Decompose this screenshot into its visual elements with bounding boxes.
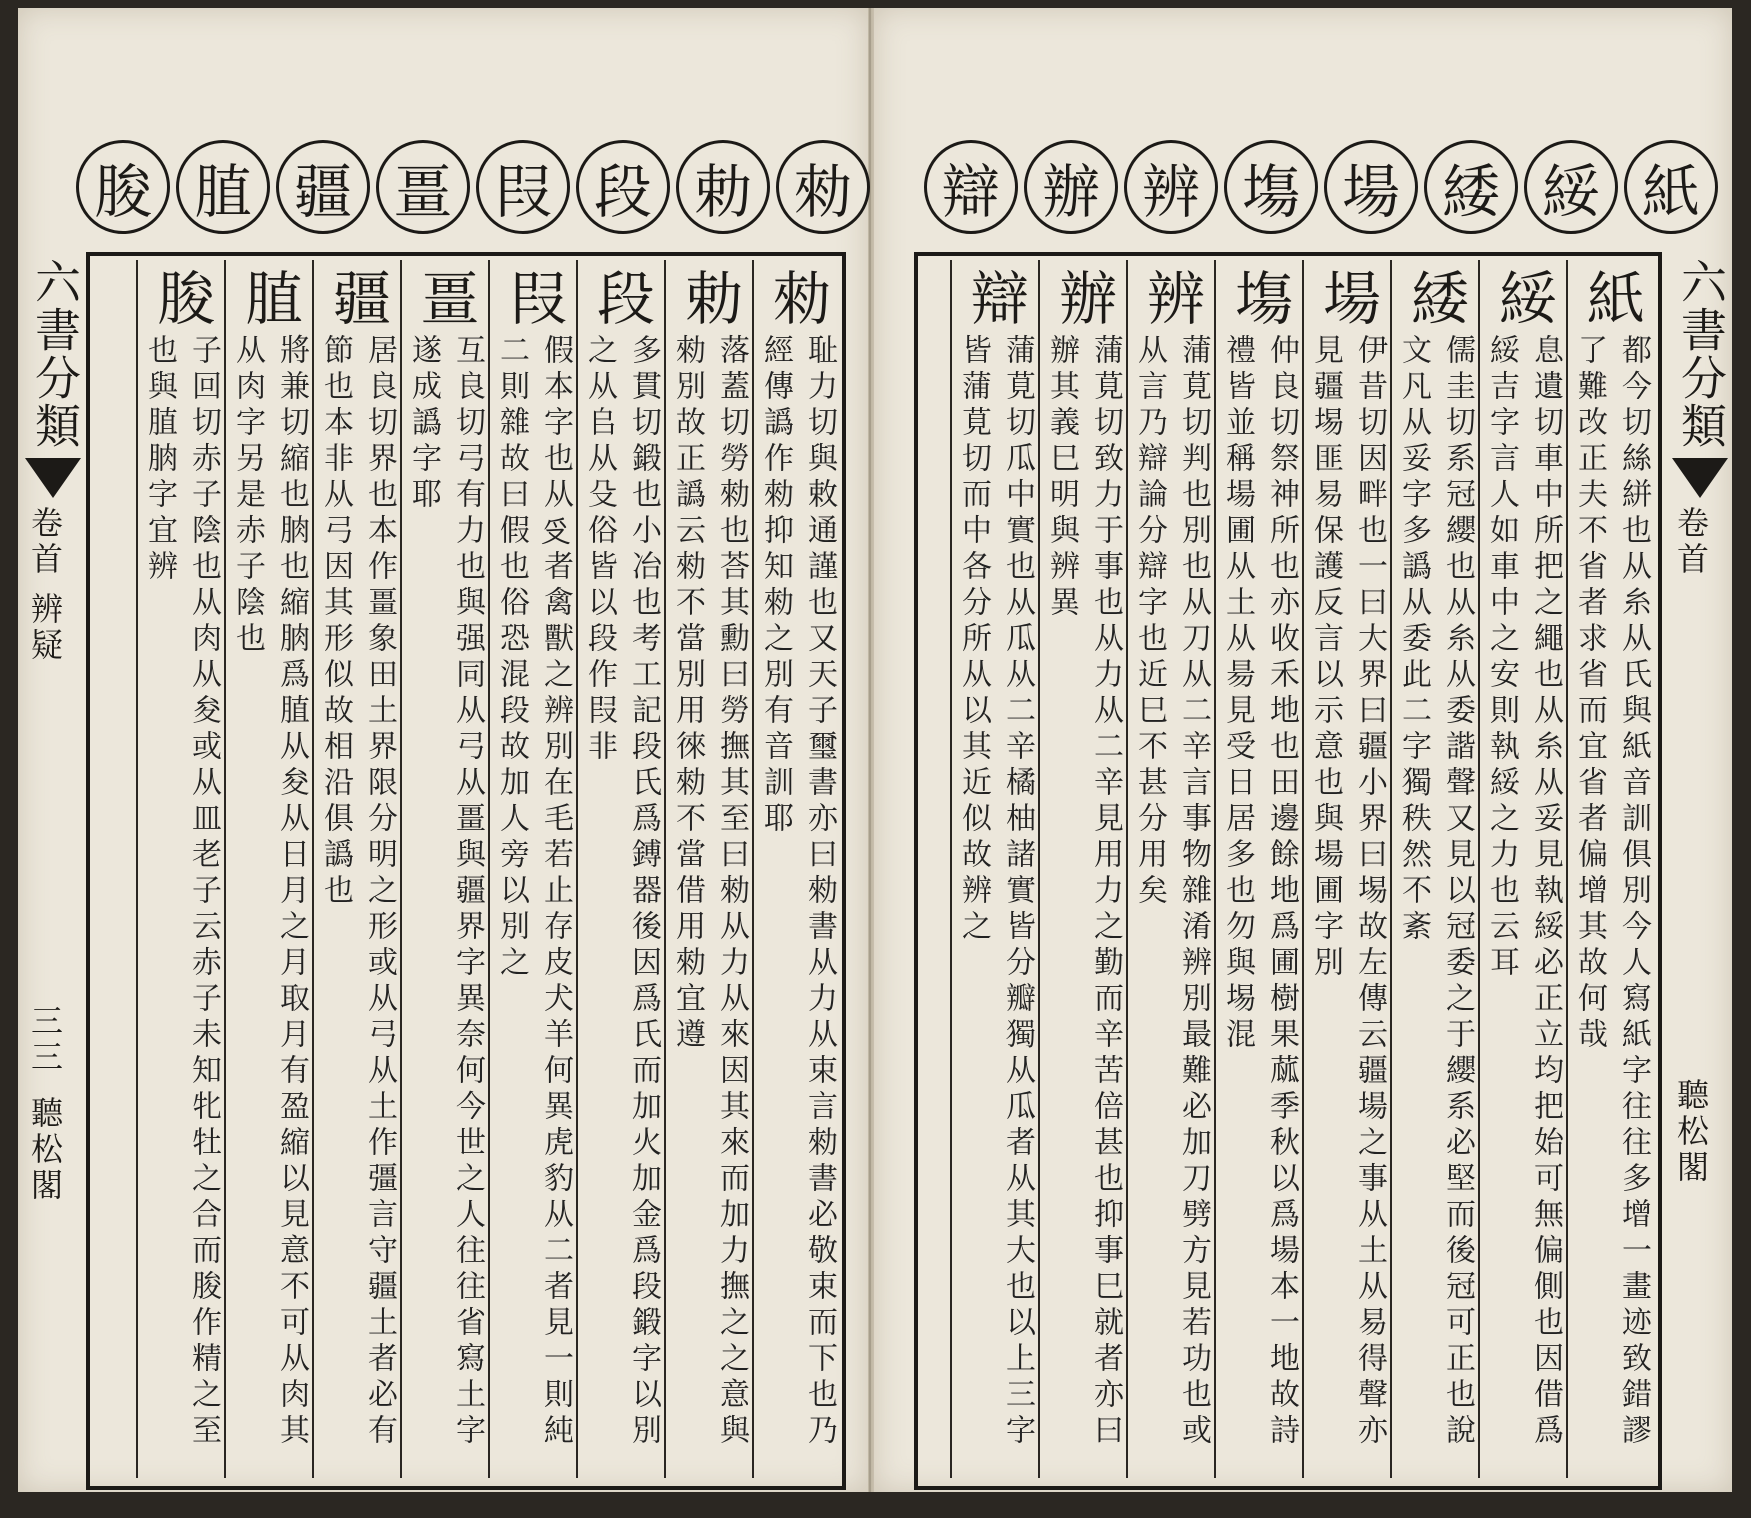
- entry-column: [224, 260, 312, 1478]
- left-page-margin: [22, 258, 84, 1518]
- heading-circle: 畺: [376, 140, 470, 234]
- entry-head: 勑: [763, 268, 831, 326]
- section-label: 辨疑: [26, 592, 64, 664]
- right-page-margin: [1668, 258, 1732, 1518]
- heading-circle: 勅: [676, 140, 770, 234]
- entry-text: 蒲莧切致力于事也从力从二辛見用力之勤而辛苦倍甚也抑事巳就者亦曰辦其義巳明與辨異: [1044, 334, 1123, 1450]
- entry-head: 辨: [1137, 268, 1205, 326]
- entry-text: 居良切界也本作畺象田土界限分明之形或从弓从土作彊言守疆土者必有節也本非从弓因其形似故相沿俱譌也: [318, 334, 397, 1450]
- left-page: [18, 8, 868, 1492]
- fishtail-mark: [25, 458, 81, 498]
- heading-circle: 疆: [276, 140, 370, 234]
- right-page: [874, 8, 1732, 1492]
- volume-label: 卷首: [26, 506, 64, 578]
- heading-circle: 綏: [1524, 140, 1618, 234]
- publisher-label: 聽松閣: [1672, 1078, 1710, 1186]
- entry-head: 辦: [1049, 268, 1117, 326]
- entry-column: [1566, 260, 1654, 1478]
- book-title: 六書分類: [28, 258, 82, 450]
- volume-label: 卷首: [1672, 506, 1710, 578]
- entry-column: [664, 260, 752, 1478]
- entry-column: [136, 260, 224, 1478]
- entry-column: [1038, 260, 1126, 1478]
- entry-text: 落蓋切勞勑也荅其勳曰勞撫其至曰勑从力从來因其來而加力撫之之意與勑別故正譌云勑不當別用徠勑不當借用勑宜遵: [670, 334, 749, 1450]
- right-heading-row: [924, 140, 1718, 234]
- entry-text: 仲良切祭神所也亦收禾地也田邊餘地爲圃樹果蓏季秋以爲場本一地故詩禮皆並稱場圃从土从昜見受日居多也勿與埸混: [1220, 334, 1299, 1450]
- entry-head: 緌: [1401, 268, 1469, 326]
- entry-column: [312, 260, 400, 1478]
- heading-circle: 䐈: [176, 140, 270, 234]
- heading-circle: 朘: [76, 140, 170, 234]
- heading-circle: 緌: [1424, 140, 1518, 234]
- entry-text: 都今切絲絣也从糸从氏與紙音訓俱別今人寫紙字往往多增一畫迹致錯謬了難改正夫不省者求省而宜省者偏增其故何哉: [1572, 334, 1651, 1450]
- entry-head: 場: [1313, 268, 1381, 326]
- entry-head: 塲: [1225, 268, 1293, 326]
- book-title: 六書分類: [1674, 258, 1728, 450]
- left-text-frame: [86, 252, 846, 1490]
- entry-column: [1214, 260, 1302, 1478]
- entry-text: 伊昔切因畔也一曰大界曰疆小界曰埸故左傳云疆場之事从土从易得聲亦見疆埸匪易保護反言以示意也與場圃字別: [1308, 334, 1387, 1450]
- heading-circle: 場: [1324, 140, 1418, 234]
- entry-head: 勅: [675, 268, 743, 326]
- heading-circle: 塲: [1224, 140, 1318, 234]
- entry-column: [1302, 260, 1390, 1478]
- right-columns: [924, 260, 1654, 1478]
- heading-circle: 辨: [1124, 140, 1218, 234]
- entry-text: 儒圭切系冠纓也从糸从委諧聲又見以冠委之于纓系必堅而後冠可正也說文凡从妥字多譌从委此二字獨秩然不紊: [1396, 334, 1475, 1450]
- entry-head: 綏: [1489, 268, 1557, 326]
- heading-circle: 勑: [776, 140, 870, 234]
- entry-column: [1126, 260, 1214, 1478]
- heading-circle: 叚: [476, 140, 570, 234]
- entry-text: 息遺切車中所把之繩也从糸从妥見執綏必正立均把始可無偏側也因借爲綏吉字言人如車中之安則執綏之力也云耳: [1484, 334, 1563, 1450]
- page-number: 三三: [26, 1004, 64, 1076]
- entry-column: [950, 260, 1038, 1478]
- left-columns: [100, 260, 840, 1478]
- entry-column: [1478, 260, 1566, 1478]
- entry-column: [400, 260, 488, 1478]
- publisher-label: 聽松閣: [26, 1096, 64, 1204]
- entry-head: 朘: [147, 268, 215, 326]
- entry-text: 將兼切縮也朒也縮朒爲䐈从夋从日月之月取月有盈縮以見意不可从肉其从肉字另是赤子陰也: [230, 334, 309, 1450]
- entry-text: 多貫切鍛也小冶也考工記段氏爲鎛器後因爲氏而加火加金爲段鍛字以別之从𠂤从殳俗皆以段作叚非: [582, 334, 661, 1450]
- entry-text: 子回切赤子陰也从肉从夋或从皿老子云赤子未知牝牡之合而朘作精之至也與䐈朒字宜辨: [142, 334, 221, 1450]
- entry-head: 畺: [411, 268, 479, 326]
- entry-head: 䐈: [235, 268, 303, 326]
- entry-column: [1390, 260, 1478, 1478]
- heading-circle: 紙: [1624, 140, 1718, 234]
- entry-text: 互良切弓有力也與强同从弓从畺與疆界字異奈何今世之人往往省寫土字遂成譌字耶: [406, 334, 485, 1450]
- right-text-frame: [914, 252, 1662, 1490]
- heading-circle: 段: [576, 140, 670, 234]
- entry-head: 段: [587, 268, 655, 326]
- entry-text: 蒲莧切判也別也从刀从二辛言事物雜淆辨別最難必加刀劈方見若功也或从言乃辯論分辯字也近巳不甚分用矣: [1132, 334, 1211, 1450]
- entry-head: 紙: [1577, 268, 1645, 326]
- entry-head: 疆: [323, 268, 391, 326]
- heading-circle: 辯: [924, 140, 1018, 234]
- entry-head: 辯: [961, 268, 1029, 326]
- entry-column: [576, 260, 664, 1478]
- left-heading-row: [76, 140, 870, 234]
- heading-circle: 辦: [1024, 140, 1118, 234]
- entry-text: 耻力切與敕通謹也又天子璽書亦曰勑書从力从束言勑書必敬束而下也乃經傳譌作勑抑知勑之別有音訓耶: [758, 334, 837, 1450]
- entry-head: 叚: [499, 268, 567, 326]
- fishtail-mark: [1672, 458, 1728, 498]
- entry-text: 蒲莧切瓜中實也从瓜从二辛橘柚諸實皆分瓣獨从瓜者从其大也以上三字皆蒲莧切而中各分所从以其近似故辨之: [956, 334, 1035, 1450]
- entry-column: [752, 260, 840, 1478]
- entry-column: [488, 260, 576, 1478]
- entry-text: 假本字也从𠬪者禽獸之辨別在毛若止存皮犬羊何異虎豹从二者見一則純二則雜故曰假也俗恐混段故加人旁以別之: [494, 334, 573, 1450]
